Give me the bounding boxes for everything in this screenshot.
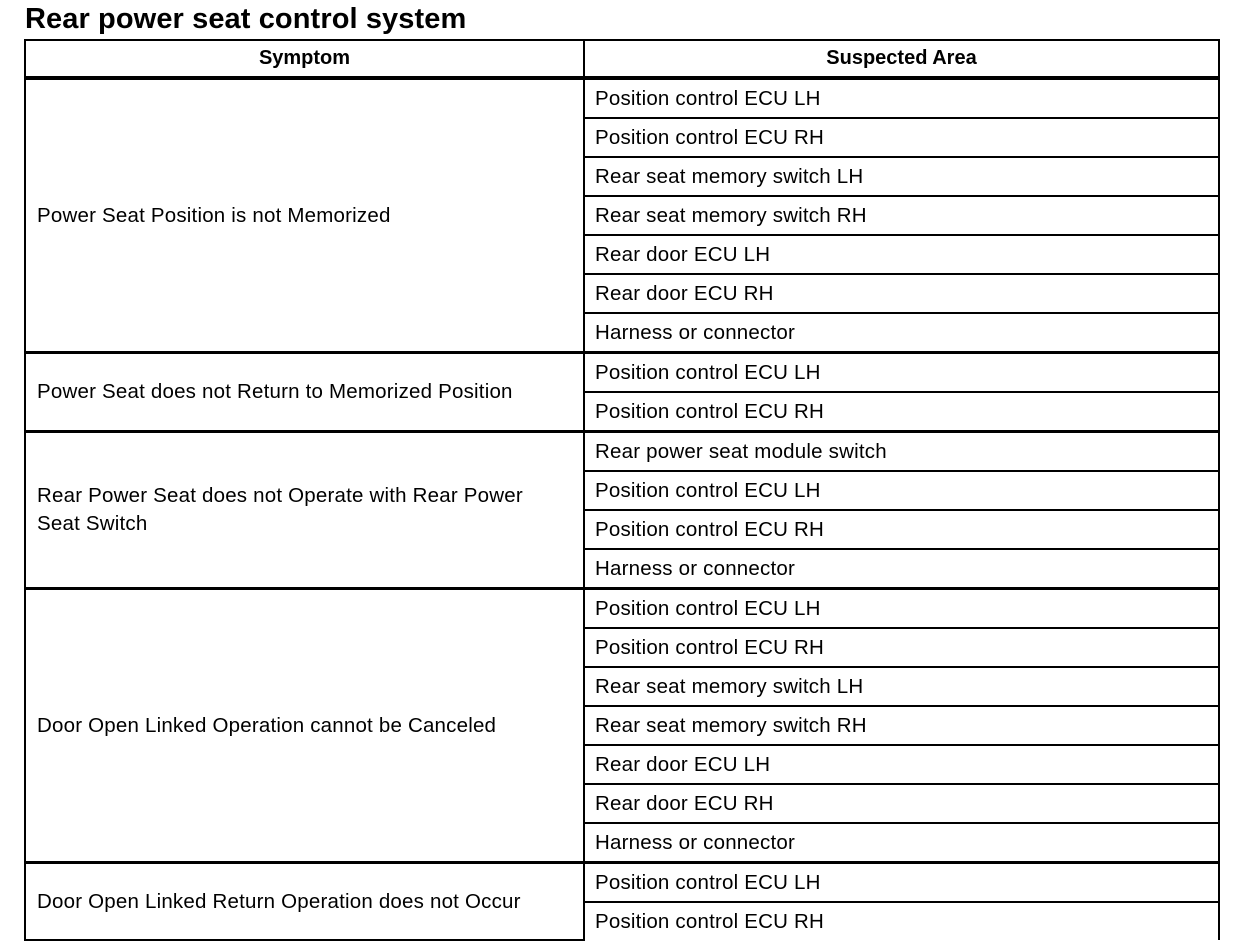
symptom-cell: Power Seat Position is not Memorized xyxy=(25,78,584,353)
suspected-area-cell: Rear door ECU LH xyxy=(584,235,1219,274)
suspected-area-cell: Position control ECU LH xyxy=(584,78,1219,118)
symptom-cell: Door Open Linked Operation cannot be Canceled xyxy=(25,589,584,863)
suspected-area-cell: Rear seat memory switch LH xyxy=(584,157,1219,196)
column-header-symptom: Symptom xyxy=(25,40,584,78)
column-header-suspected-area: Suspected Area xyxy=(584,40,1219,78)
suspected-area-cell: Position control ECU RH xyxy=(584,118,1219,157)
table-row xyxy=(25,589,1219,629)
suspected-area-cell: Rear seat memory switch RH xyxy=(584,706,1219,745)
suspected-area-cell: Harness or connector xyxy=(584,549,1219,589)
page-title: Rear power seat control system xyxy=(25,3,467,35)
suspected-area-cell: Rear door ECU RH xyxy=(584,784,1219,823)
suspected-area-cell: Position control ECU LH xyxy=(584,353,1219,393)
suspected-area-cell: Position control ECU RH xyxy=(584,392,1219,432)
symptom-cell: Rear Power Seat does not Operate with Rear Power Seat Switch xyxy=(25,432,584,589)
suspected-area-cell: Rear door ECU RH xyxy=(584,274,1219,313)
suspected-area-cell: Position control ECU RH xyxy=(584,902,1219,940)
suspected-area-cell: Rear seat memory switch RH xyxy=(584,196,1219,235)
table-row xyxy=(25,353,1219,393)
symptom-cell: Power Seat does not Return to Memorized Position xyxy=(25,353,584,432)
table-header-row xyxy=(25,40,1219,78)
table-row xyxy=(25,78,1219,118)
symptom-table xyxy=(24,39,1220,941)
suspected-area-cell: Position control ECU RH xyxy=(584,510,1219,549)
suspected-area-cell: Position control ECU RH xyxy=(584,628,1219,667)
suspected-area-cell: Rear door ECU LH xyxy=(584,745,1219,784)
suspected-area-cell: Harness or connector xyxy=(584,823,1219,863)
suspected-area-cell: Position control ECU LH xyxy=(584,863,1219,903)
table-row xyxy=(25,432,1219,472)
symptom-cell: Door Open Linked Return Operation does not Occur xyxy=(25,863,584,941)
suspected-area-cell: Rear seat memory switch LH xyxy=(584,667,1219,706)
suspected-area-cell: Position control ECU LH xyxy=(584,471,1219,510)
suspected-area-cell: Harness or connector xyxy=(584,313,1219,353)
suspected-area-cell: Position control ECU LH xyxy=(584,589,1219,629)
suspected-area-cell: Rear power seat module switch xyxy=(584,432,1219,472)
table-body xyxy=(25,78,1219,940)
table-row xyxy=(25,863,1219,903)
